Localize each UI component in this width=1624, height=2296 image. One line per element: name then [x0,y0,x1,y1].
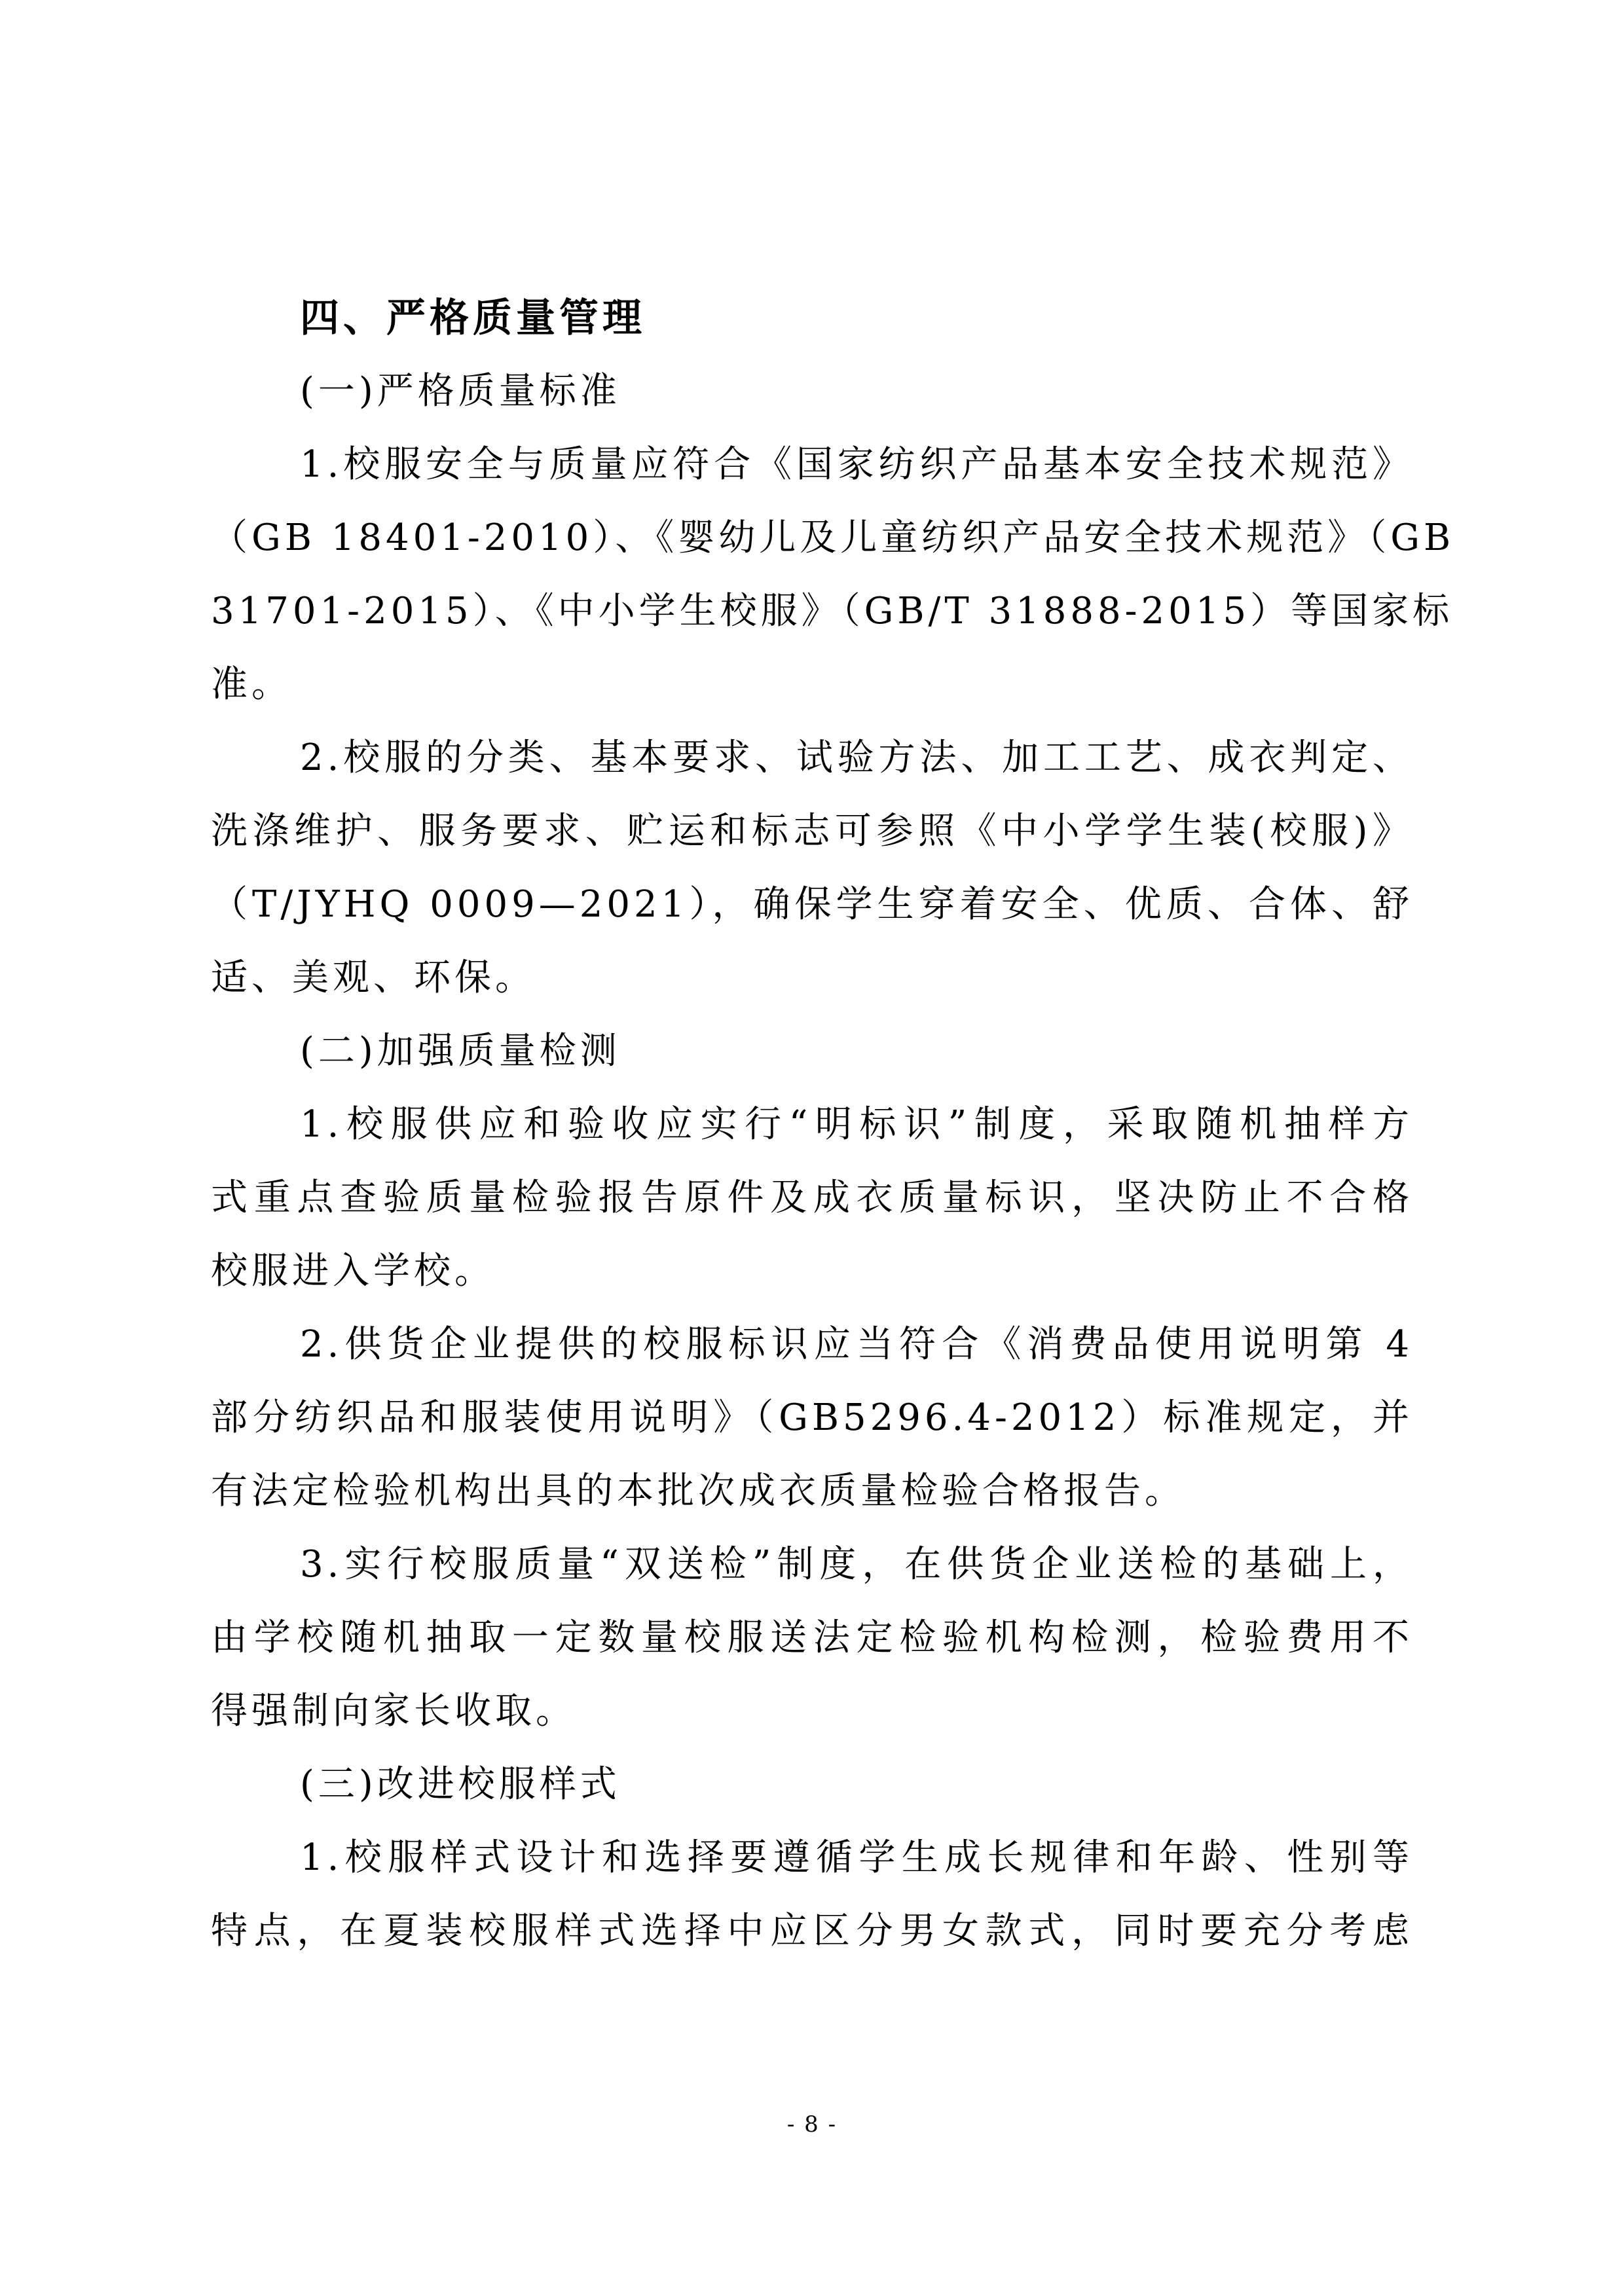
document-body [211,282,1455,1968]
page-number: - 8 - [786,2111,838,2138]
text-line: 2.供货企业提供的校服标识应当符合《消费品使用说明第 4 [300,1323,1413,1366]
text-line: 校服进入学校。 [211,1250,495,1292]
subsection-title-2: (二)加强质量检测 [300,1030,621,1072]
subsection-title-3: (三)改进校服样式 [300,1763,621,1806]
text-line: 准。 [211,663,292,706]
paragraph-2-1 [211,1088,1413,1308]
text-line: 由学校随机抽取一定数量校服送法定检验机构检测，检验费用不 [211,1616,1413,1659]
paragraph-1-1 [211,428,1455,721]
text-line: （GB 18401-2010）、《婴幼儿及儿童纺织产品安全技术规范》（GB [211,517,1455,559]
subsection-title-1: (一)严格质量标准 [300,370,621,412]
text-line: 2.校服的分类、基本要求、试验方法、加工工艺、成衣判定、 [300,737,1413,779]
text-line: 部分纺织品和服装使用说明》（GB5296.4-2012）标准规定，并 [211,1396,1413,1439]
paragraph-1-2 [211,721,1413,1015]
paragraph-2-2 [211,1308,1413,1528]
paragraph-3-1 [211,1821,1413,1968]
text-line: 特点，在夏装校服样式选择中应区分男女款式，同时要充分考虑 [211,1910,1413,1952]
text-line: 1.校服样式设计和选择要遵循学生成长规律和年龄、性别等 [300,1836,1413,1879]
text-line: 3.实行校服质量“双送检”制度，在供货企业送检的基础上， [300,1543,1413,1586]
text-line: 有法定检验机构出具的本批次成衣质量检验合格报告。 [211,1470,1185,1512]
text-line: 得强制向家长收取。 [211,1690,576,1732]
text-line: 31701-2015）、《中小学生校服》（GB/T 31888-2015）等国家标 [211,590,1454,632]
section-title: 四、严格质量管理 [300,295,646,341]
text-line: 式重点查验质量检验报告原件及成衣质量标识，坚决防止不合格 [211,1176,1413,1219]
text-line: 1.校服供应和验收应实行“明标识”制度，采取随机抽样方 [300,1103,1413,1146]
text-line: 洗涤维护、服务要求、贮运和标志可参照《中小学学生装(校服)》 [211,810,1413,852]
text-line: （T/JYHQ 0009—2021），确保学生穿着安全、优质、合体、舒 [211,883,1413,926]
paragraph-2-3 [211,1528,1413,1748]
text-line: 适、美观、环保。 [211,957,536,999]
text-line: 1.校服安全与质量应符合《国家纺织产品基本安全技术规范》 [300,443,1413,486]
